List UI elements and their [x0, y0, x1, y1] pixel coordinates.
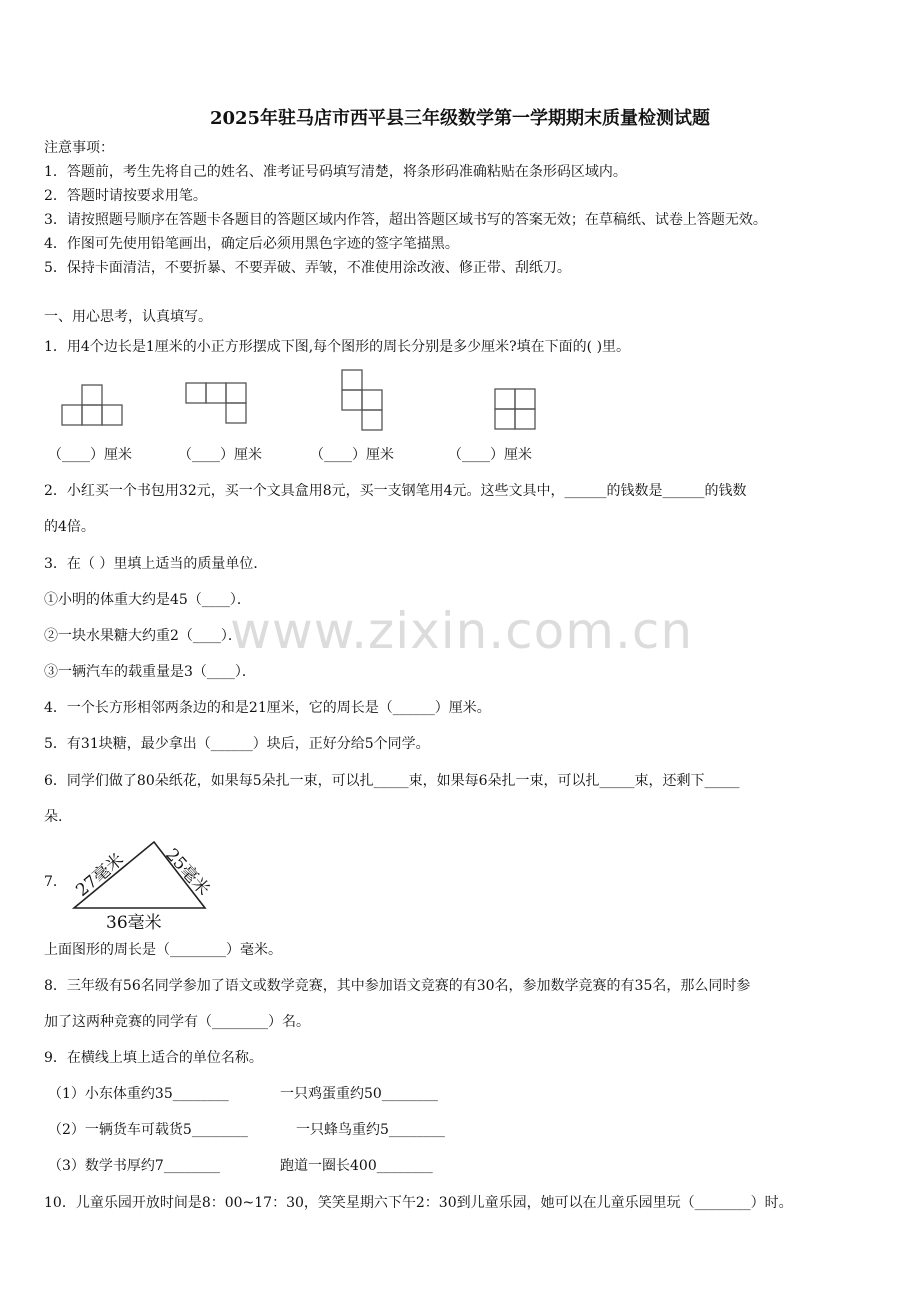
- q1-answer-blank: （____）厘米: [448, 447, 532, 463]
- question-2-line2: 的4倍。: [44, 519, 95, 535]
- question-8-line1: 8．三年级有56名同学参加了语文或数学竞赛，其中参加语文竞赛的有30名，参加数学竞赛的有35名，那么同时参: [44, 978, 751, 994]
- question-3: 3．在（ ）里填上适当的质量单位．: [44, 556, 268, 572]
- question-2-line1: 2．小红买一个书包用32元，买一个文具盒用8元，买一支钢笔用4元。这些文具中，______的钱数是______的钱数: [44, 483, 747, 499]
- notice-item: 4．作图可先使用铅笔画出，确定后必须用黑色字迹的签字笔描黑。: [44, 236, 459, 252]
- question-4: 4．一个长方形相邻两条边的和是21厘米，它的周长是（______）厘米。: [44, 700, 491, 716]
- question-9-item: 一只鸡蛋重约50________: [280, 1086, 438, 1102]
- watermark: www.zixin.com.cn: [230, 602, 694, 660]
- page-title: 2025年驻马店市西平县三年级数学第一学期期末质量检测试题: [209, 108, 711, 129]
- question-6-line2: 朵.: [44, 809, 63, 825]
- question-9: 9．在横线上填上适合的单位名称。: [44, 1050, 263, 1066]
- question-3-item: ③一辆汽车的载重量是3（____）．: [44, 664, 256, 680]
- question-9-item: （2）一辆货车可载货5________: [48, 1122, 248, 1138]
- question-9-item: （1）小东体重约35________: [48, 1086, 229, 1102]
- question-9-item: 一只蜂鸟重约5________: [296, 1122, 445, 1138]
- notice-item: 1．答题前，考生先将自己的姓名、准考证号码填写清楚，将条形码准确粘贴在条形码区域内。: [44, 164, 627, 180]
- question-1: 1．用4个边长是1厘米的小正方形摆成下图,每个图形的周长分别是多少厘米?填在下面的( )里。: [44, 339, 631, 355]
- notice-item: 3．请按照题号顺序在答题卡各题目的答题区域内作答，超出答题区域书写的答案无效；在草稿纸、试卷上答题无效。: [44, 212, 767, 228]
- q1-answer-blank: （____）厘米: [48, 447, 132, 463]
- question-7-number: 7．: [44, 874, 67, 890]
- question-3-item: ①小明的体重大约是45（____）．: [44, 592, 251, 608]
- shape-figure-2: [180, 375, 255, 430]
- question-6-line1: 6．同学们做了80朵纸花，如果每5朵扎一束，可以扎_____束，如果每6朵扎一束，可以扎_____束，还剩下_____: [44, 773, 740, 789]
- shape-figure-3: [335, 362, 390, 432]
- triangle-figure: [62, 835, 222, 935]
- triangle-base-label: 36毫米: [106, 913, 162, 933]
- q1-answer-blank: （____）厘米: [310, 447, 394, 463]
- question-9-item: 跑道一圈长400________: [280, 1158, 433, 1174]
- notice-heading: 注意事项：: [44, 140, 114, 156]
- question-10: 10．儿童乐园开放时间是8：00~17：30，笑笑星期六下午2：30到儿童乐园，她可以在儿童乐园里玩（________）时。: [44, 1195, 793, 1211]
- shape-figure-1: [55, 365, 135, 430]
- question-9-item: （3）数学书厚约7________: [48, 1158, 220, 1174]
- question-3-item: ②一块水果糖大约重2（____）．: [44, 628, 242, 644]
- question-7: 上面图形的周长是（________）毫米。: [44, 942, 282, 958]
- question-5: 5．有31块糖，最少拿出（______）块后，正好分给5个同学。: [44, 736, 430, 752]
- notice-item: 5．保持卡面清洁，不要折暴、不要弄破、弄皱，不准使用涂改液、修正带、刮纸刀。: [44, 260, 571, 276]
- shape-figure-4: [488, 380, 543, 435]
- triangle-left-side-label: 27毫米: [72, 849, 128, 901]
- q1-answer-blank: （____）厘米: [178, 447, 262, 463]
- question-8-line2: 加了这两种竞赛的同学有（________）名。: [44, 1014, 310, 1030]
- triangle-right-side-label: 25毫米: [161, 844, 214, 900]
- section-heading: 一、用心思考，认真填写。: [44, 309, 212, 325]
- notice-item: 2．答题时请按要求用笔。: [44, 188, 207, 204]
